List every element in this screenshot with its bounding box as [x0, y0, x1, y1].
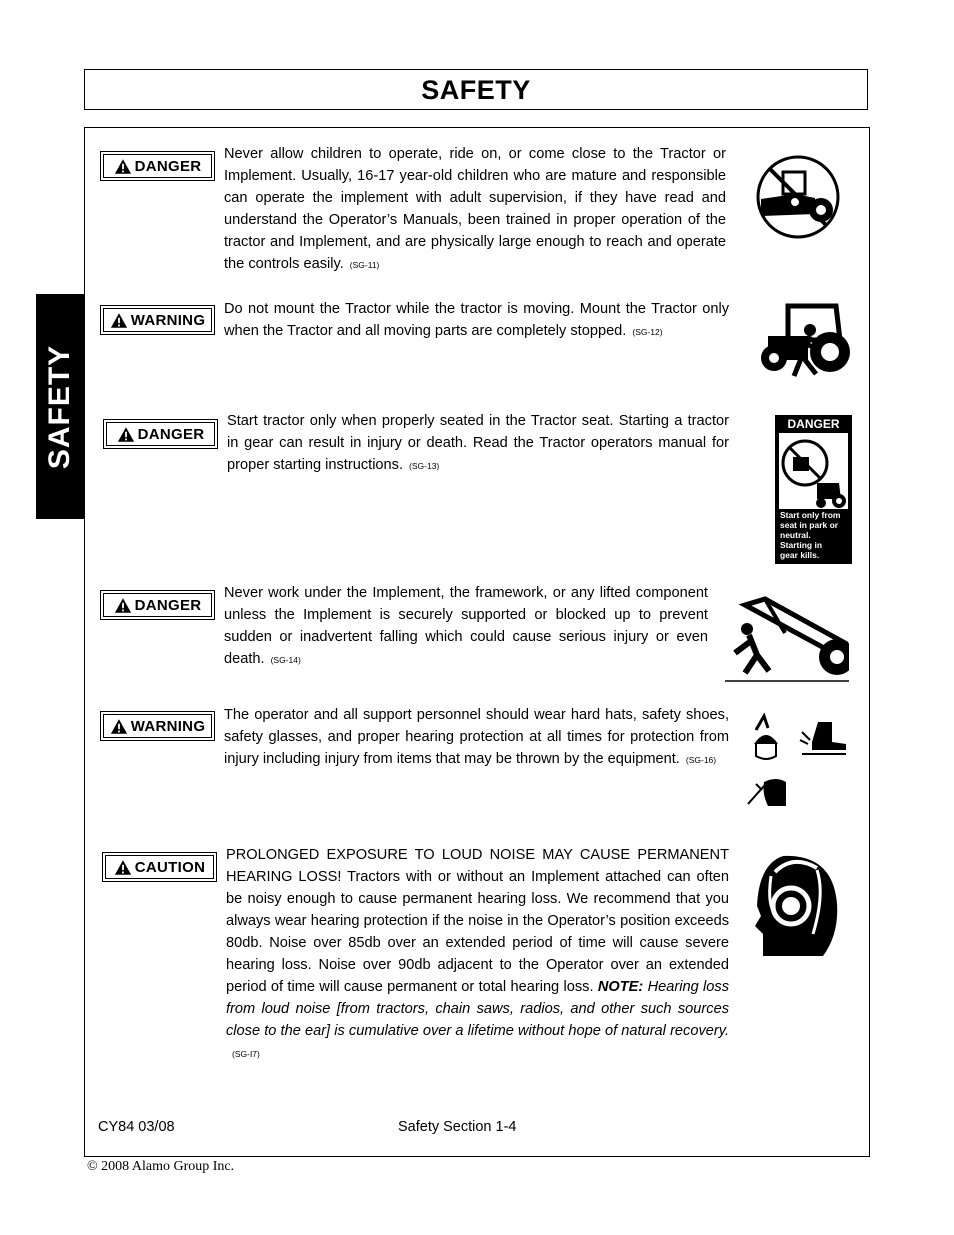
- safety-message: [224, 298, 729, 343]
- note-label: NOTE:: [597, 979, 644, 995]
- danger-signal-label: [100, 151, 215, 181]
- danger-signal-label: [103, 419, 218, 449]
- alert-triangle-icon: [114, 597, 132, 614]
- decal-line: neutral.: [780, 530, 811, 540]
- decal-line: seat in park or: [780, 520, 839, 530]
- alert-triangle-icon: [114, 158, 132, 175]
- page-header: [84, 69, 868, 110]
- message-text: PROLONGED EXPOSURE TO LOUD NOISE MAY CAUSE PERMANENT HEARING LOSS! Tractors with or without an Implement attached can often be noisy enough to cause permanent hearing loss. We recommend that you always wear hearing protection if the noise in the Operator’s position exceeds 80db. Noise over 85db over an extended period of time will cause severe hearing loss. Noise over 90db adjacent to the Operator over an extended period of time will cause permanent or total hearing loss.: [226, 847, 729, 995]
- decal-line: gear kills.: [780, 550, 820, 560]
- alert-triangle-icon: [117, 426, 135, 443]
- alert-triangle-icon: [110, 718, 128, 735]
- footer-model-date: CY84 03/08: [98, 1119, 175, 1135]
- warning-signal-label: [100, 711, 215, 741]
- message-code: (SG-12): [632, 327, 663, 337]
- footer-page-number: Safety Section 1-4: [398, 1119, 517, 1135]
- signal-word: DANGER: [134, 596, 202, 614]
- message-text: Never allow children to operate, ride on, or come close to the Tractor or Implement. Usually, 16-17 year-old children who are mature and responsible can operate the implement with adult supervision, if they have read and understand the Operator’s Manuals, been trained in proper operation of the tractor and Implement, and are physically large enough to reach and operate the controls easily.: [224, 146, 726, 272]
- signal-word: WARNING: [130, 311, 206, 329]
- start-from-seat-decal-icon: [775, 415, 852, 564]
- side-tab-label: SAFETY: [43, 344, 76, 469]
- decal-title: DANGER: [787, 417, 840, 431]
- alert-triangle-icon: [114, 859, 132, 876]
- copyright: © 2008 Alamo Group Inc.: [87, 1159, 235, 1174]
- warning-signal-label: [100, 305, 215, 335]
- message-code: (SG-13): [409, 461, 440, 471]
- message-text: Never work under the Implement, the framework, or any lifted component unless the Implement is securely supported or blocked up to prevent sudden or inadvertent falling which could cause serious injury or even death.: [224, 585, 708, 667]
- signal-word: WARNING: [130, 717, 206, 735]
- page-title: SAFETY: [421, 75, 531, 105]
- message-text: Do not mount the Tractor while the tractor is moving. Mount the Tractor only when the Tractor and all moving parts are completely stopped.: [224, 301, 729, 339]
- signal-word: CAUTION: [134, 858, 206, 876]
- safety-message: [224, 143, 726, 276]
- decal-pictogram: [779, 433, 848, 509]
- hearing-protection-icon: [753, 854, 839, 958]
- safety-message: [227, 410, 729, 477]
- alert-triangle-icon: [110, 312, 128, 329]
- note-text: Hearing loss from loud noise [from tractors, chain saws, radios, and other such sources close to the ear] is cumulative over a lifetime without hope of natural recovery.: [226, 979, 729, 1039]
- safety-message: [224, 704, 729, 771]
- safety-message: [224, 582, 708, 671]
- side-tab: [36, 294, 84, 519]
- protective-gear-icon: [746, 710, 850, 810]
- safety-message: [226, 844, 729, 1065]
- signal-word: DANGER: [137, 425, 205, 443]
- danger-signal-label: [100, 590, 215, 620]
- message-code: (SG-11): [349, 260, 380, 270]
- message-text: Start tractor only when properly seated in the Tractor seat. Starting a tractor in gear can result in injury or death. Read the Tractor operators manual for proper starting instructions.: [227, 413, 729, 473]
- crush-under-implement-icon: [725, 593, 849, 683]
- message-text: The operator and all support personnel should wear hard hats, safety shoes, safety glasses, and proper hearing protection at all times for protection from injury including injury from items that may be thrown by the equipment.: [224, 707, 729, 767]
- message-code: (SG-14): [270, 655, 301, 665]
- signal-word: DANGER: [134, 157, 202, 175]
- message-code: (SG-16): [685, 755, 717, 765]
- decal-text: [780, 510, 840, 560]
- caution-signal-label: [102, 852, 217, 882]
- message-code: (SG-I7): [232, 1049, 260, 1059]
- decal-line: Starting in: [780, 540, 823, 550]
- mounting-moving-tractor-icon: [758, 300, 852, 390]
- decal-line: Start only from: [780, 510, 841, 520]
- no-children-tractor-icon: [755, 154, 841, 240]
